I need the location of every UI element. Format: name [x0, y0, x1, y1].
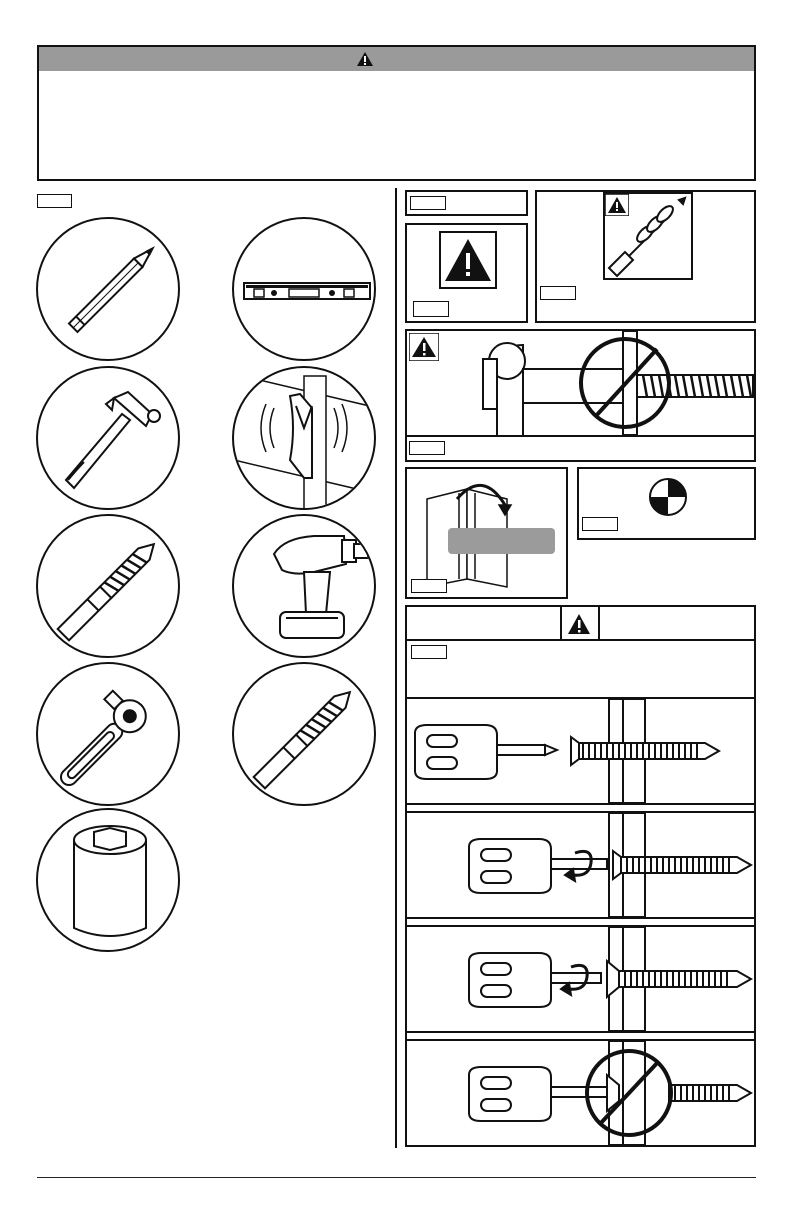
- step-panel-2: [407, 811, 754, 919]
- power-drill-icon: [234, 516, 376, 658]
- screw-warning-label-box: [540, 286, 576, 300]
- concrete-section-box: [405, 605, 756, 1147]
- title-label-box: [410, 196, 446, 210]
- overtighten-wall-illustration: [407, 331, 754, 435]
- center-mark-label-box: [582, 517, 618, 531]
- caution-box: [405, 223, 528, 323]
- wall-warning-label-box: [409, 441, 445, 455]
- tool-circle-stud-finder: [232, 366, 376, 510]
- caution-label-box: [413, 301, 449, 317]
- tool-circle-drill-bit: [36, 514, 180, 658]
- wall-warning-divider: [407, 435, 754, 437]
- tool-circle-power-drill: [232, 514, 376, 658]
- warning-triangle-icon: [605, 194, 629, 216]
- tool-circle-pencil: [36, 217, 180, 361]
- warning-body-text: [39, 71, 754, 87]
- ratchet-wrench-icon: [38, 664, 180, 806]
- concrete-header: [407, 607, 754, 641]
- concrete-note-label-box: [411, 645, 447, 659]
- warning-header-bar: [37, 45, 756, 73]
- column-divider: [395, 188, 397, 1148]
- level-icon: [234, 219, 376, 361]
- screwdriver-screw-illustration: [407, 699, 754, 803]
- masonry-bit-icon: [234, 664, 376, 806]
- socket-icon: [38, 810, 180, 952]
- step-panel-1: [407, 697, 754, 805]
- template-box: [405, 467, 568, 599]
- concrete-header-divider-right: [598, 607, 600, 641]
- warning-triangle-icon: [567, 613, 591, 635]
- tools-label-box: [37, 194, 72, 208]
- tool-circle-masonry-bit: [232, 662, 376, 806]
- tool-circle-ratchet: [36, 662, 180, 806]
- stud-finder-icon: [234, 368, 376, 510]
- center-mark-icon: [648, 477, 688, 517]
- screwdriver-turn-illustration: [407, 927, 754, 1031]
- step-panel-4: [407, 1039, 754, 1145]
- screwdriver-turn-illustration: [407, 813, 754, 917]
- template-label-box: [411, 579, 447, 593]
- tool-circle-level: [232, 217, 376, 361]
- warning-triangle-icon: [356, 51, 374, 67]
- template-pill: [448, 528, 555, 554]
- title-box: [405, 190, 528, 216]
- warning-body-box: [37, 71, 756, 181]
- screw-warning-box: [535, 190, 756, 323]
- drill-bit-icon: [38, 516, 180, 658]
- hammer-icon: [38, 368, 180, 510]
- tool-circle-hammer: [36, 366, 180, 510]
- center-mark-box: [577, 467, 756, 540]
- pencil-icon: [38, 219, 180, 361]
- tool-circle-socket: [36, 808, 180, 952]
- warning-triangle-icon: [439, 231, 497, 289]
- step-panel-3: [407, 925, 754, 1033]
- wall-warning-box: [405, 329, 756, 462]
- concrete-header-divider-left: [560, 607, 562, 641]
- overtighten-prohibited-illustration: [407, 1041, 754, 1145]
- footer-rule: [37, 1177, 756, 1178]
